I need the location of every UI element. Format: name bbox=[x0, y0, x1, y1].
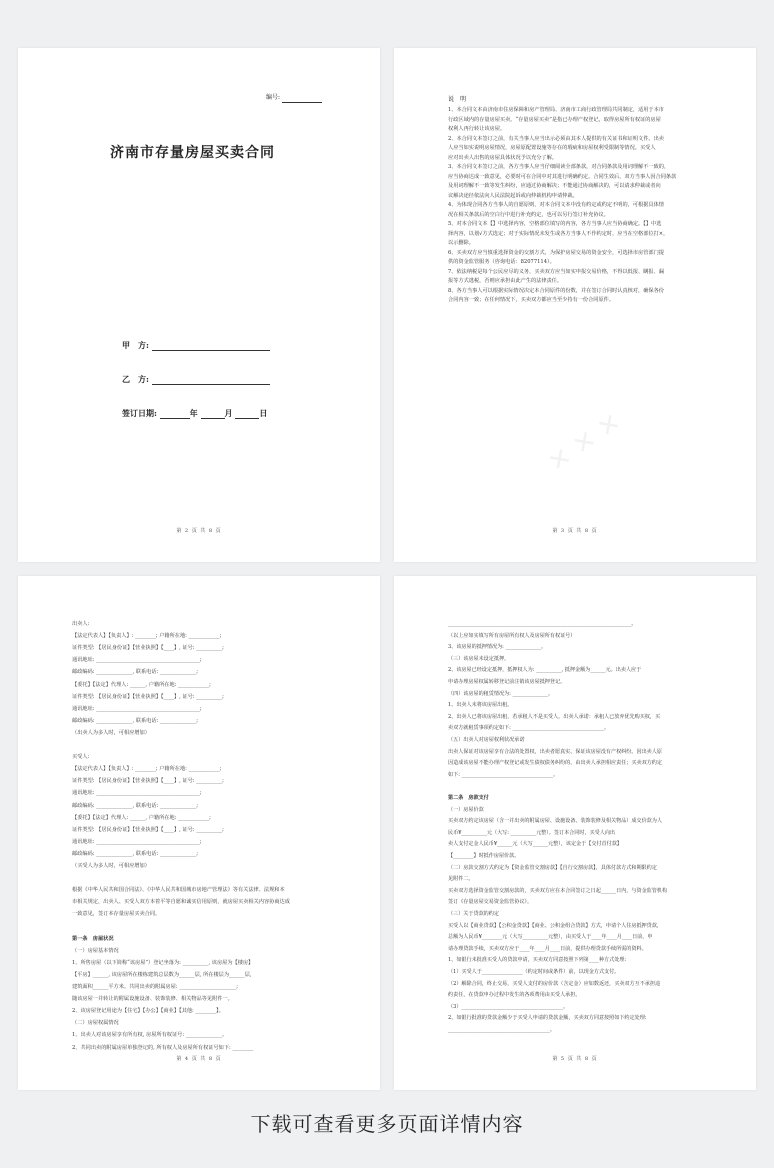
text-line: 如下: ____________________________________。 bbox=[448, 771, 559, 778]
text-line: 市相关规定，出卖人、买受人双方本着平等自愿和诚实信用原则，就房屋买卖相关内容协商达成 bbox=[72, 899, 290, 906]
page-footer: 第 3 页 共 8 页 bbox=[552, 528, 598, 534]
instructions-page bbox=[394, 48, 756, 562]
contract-cover-page bbox=[18, 48, 380, 562]
text-line: （出卖人为多人时，可相应增加） bbox=[72, 729, 150, 736]
text-line: 供的资金监管服务（咨询电话：82077114）。 bbox=[448, 259, 555, 265]
text-line: 2、如银行批准的贷款金额少于买受人申请的贷款金额，买卖双方同意按照如下约定处理: bbox=[448, 1015, 647, 1022]
text-line: 2、共同出卖的附属房屋单独登记的, 所有权人及房屋所有权证号如下: ________ bbox=[72, 1044, 254, 1051]
text-line: 应当协商达成一致意见，必要时可在合同中对其进行明确约定。合同生效后，双方当事人因合同条款 bbox=[448, 173, 677, 180]
watermark: ✕ ✕ ✕ bbox=[542, 407, 628, 479]
text-line: （一）房屋基本情况 bbox=[72, 947, 119, 954]
text-line: 签订《存量房屋交易资金监管协议》。 bbox=[448, 899, 533, 906]
text-line: 通讯地址: ________________________________________; bbox=[72, 838, 202, 845]
text-line: 【法定代表人】【负责人】: ________; 户籍所在地: ____________; bbox=[72, 766, 222, 773]
page-footer: 第 5 页 共 8 页 bbox=[552, 1056, 598, 1062]
text-line: 证件类型: 【居民身份证】【营业执照】【____】, 证号: __________; bbox=[72, 778, 224, 785]
party-b-blank bbox=[152, 374, 270, 385]
text-line: 以示删除。 bbox=[448, 240, 474, 246]
text-line: 【委托】【法定】代理人: ______, 户籍所在地: ____________; bbox=[72, 814, 211, 821]
text-line: 卖双方就租赁事项约定如下: ____________________________________。 bbox=[448, 725, 610, 732]
text-line: 民币¥__________元（大写: __________元整）。签订本合同时，买受人向出 bbox=[448, 829, 616, 836]
text-line: （以上应如实填写所有房屋所有权人及房屋所有权证号） bbox=[448, 632, 576, 639]
text-line: 【法定代表人】【负责人】: ________; 户籍所在地: ____________; bbox=[72, 633, 222, 640]
text-line: 及用词理解不一致等发生纠纷，应通过协商解决；不能通过协商解决的，可以请求仲裁或者向 bbox=[448, 183, 661, 189]
text-line: 2、该房屋已经设定抵押，抵押权人为: __________, 抵押金额为______元。出卖人应于 bbox=[448, 667, 642, 674]
instructions-heading: 说 明 bbox=[448, 96, 467, 103]
party-a-blank bbox=[152, 340, 270, 351]
text-line: 见附件二。 bbox=[448, 876, 474, 883]
text-line: 1、本合同文本由济南市住房保障和房产管理局、济南市工商行政管理局共同制定，适用于本市 bbox=[448, 107, 664, 113]
text-line: 卖人支付定金人民币¥______元（大写______元整），该定金于【交付首付款】 bbox=[448, 841, 622, 848]
text-line: 买受人以【商业贷款】【公积金贷款】【商业、公积金组合贷款】方式，申请个人住房抵押贷款， bbox=[448, 922, 662, 929]
text-line: 4、为体现合同各方当事人的自愿原则，对本合同文本中没有约定或约定不明的，可根据具体情 bbox=[448, 202, 664, 208]
text-line: 3、本合同文本签订之前，各方当事人应当仔细阅读全部条款，对合同条款及用词理解不一致的， bbox=[448, 164, 670, 170]
text-line: 【________】时抵作房屋价款。 bbox=[448, 853, 520, 859]
contract-number bbox=[266, 93, 322, 103]
text-line: 合同内容一致；在任何情况下，买卖双方都应当至少持有一份合同原件。 bbox=[448, 297, 615, 303]
page-title: 济南市存量房屋买卖合同 bbox=[110, 145, 275, 161]
text-line: 邮政编码: ______________, 联系电话: ______________; bbox=[72, 669, 198, 676]
text-line: 申请办理房屋权属转移登记前注销该房屋抵押登记。 bbox=[448, 679, 566, 685]
text-line: 【平房】______, 该房屋所在楼栋建筑总层数为______层, 所在楼层为______层, bbox=[72, 971, 252, 978]
text-line: 出卖人保证对该房屋享有合法的处置权，出卖者愿真实、保证该房屋没有产权纠纷。因出卖人原 bbox=[448, 748, 662, 755]
text-line: 通讯地址: ________________________________________; bbox=[72, 705, 202, 712]
text-line: 证件类型: 【居民身份证】【营业执照】【____】, 证号: __________; bbox=[72, 645, 224, 652]
text-line: 报等方式逃税，否则应承担由此产生的法律责任。 bbox=[448, 278, 563, 284]
text-line: （三）该房屋未设定抵押。 bbox=[448, 655, 510, 662]
text-line: 根据《中华人民共和国合同法》、《中华人民共和国城市房地产管理法》等有关法律、法规和本 bbox=[72, 887, 285, 894]
text-line: 权利人再行转让该房屋。 bbox=[448, 126, 506, 132]
text-line: 2、本合同文本签订之前，有关当事人应当出示必须由其本人提供的有关证书和证明文件。出卖 bbox=[448, 135, 664, 142]
party-b-label: 乙 方: bbox=[122, 374, 149, 384]
text-line: 择内容，以划√方式选定；对于实际情况未发生或各方当事人不作约定时，应当在空格部位打×， bbox=[448, 230, 669, 237]
text-line: ________________________________________________________________________。 bbox=[448, 621, 637, 627]
text-line: 议解决途径依法向人民法院起诉或向仲裁机构申请仲裁。 bbox=[448, 192, 578, 199]
text-line: 证件类型: 【居民身份证】【营业执照】【____】, 证号: __________; bbox=[72, 693, 224, 700]
text-line: 7、依法纳税是每个公民应尽的义务，买卖双方应当如实申报交易价格，不得以低报、瞒报、漏 bbox=[448, 268, 664, 275]
text-line: 邮政编码: ______________, 联系电话: ______________; bbox=[72, 717, 198, 724]
text-line: 随该房屋一并转让的附属设施设备、装饰装修、相关物品等见附件一。 bbox=[72, 996, 233, 1003]
text-line: 建筑面积______平方米。共同出卖的附属房屋: ______________________; bbox=[72, 984, 238, 990]
parties-page bbox=[18, 576, 380, 1090]
text-line: 约责任，在贷款申办过程中发生的各项费用由买受人承担。 bbox=[448, 992, 581, 999]
day-blank bbox=[235, 408, 259, 419]
text-line: （2）解除合同，终止交易，买受人支付的房价款（含定金）应如数返还，买卖双方互不承担违 bbox=[448, 980, 661, 987]
month-blank bbox=[201, 408, 225, 419]
party-b-row bbox=[122, 374, 270, 385]
text-line: （三）关于贷款的约定 bbox=[448, 911, 499, 917]
contract-number-blank bbox=[282, 93, 322, 103]
text-line: 8、各方当事人可以根据实际情况决定本合同原件的份数，并在签订合同时认真核对，确保各份 bbox=[448, 287, 664, 294]
text-line: 【委托】【法定】代理人: ______, 户籍所在地: ____________; bbox=[72, 681, 211, 688]
text-line: （五）出卖人对房屋权利状况承诺 bbox=[448, 737, 525, 743]
text-line: （买受人为多人时，可相应增加） bbox=[72, 863, 150, 869]
text-line: 因造成该房屋不能办理产权登记或发生债权债务纠纷的，由出卖人承担相应责任；买卖双方约定 bbox=[448, 760, 662, 767]
text-line: 1、出卖人未将该房屋出租。 bbox=[448, 702, 513, 709]
text-line: 5、对本合同文本【】中选择内容，空格部位填写的内容，各方当事人应当协商确定。【】中选 bbox=[448, 221, 662, 227]
text-line: 总额为人民币¥________元（大写__________元整），由买受人于____年____月____日前，申 bbox=[448, 934, 653, 941]
text-line: （3）________________________________________。 bbox=[448, 1003, 569, 1010]
text-line: 1、出卖人对该房屋享有所有权, 房屋所有权证号: ______________。 bbox=[72, 1032, 228, 1039]
download-more-caption[interactable]: 下载可查看更多页面详情内容 bbox=[250, 1112, 524, 1136]
text-line: 况在相关条款后的空白行中进行补充约定，也可以另行签订补充协议。 bbox=[448, 211, 609, 218]
text-line: ________________________________________。 bbox=[448, 1027, 555, 1033]
party-a-label: 甲 方: bbox=[122, 340, 149, 350]
text-line: 买卖双方选择资金监管交割房款的，买卖双方应在本合同签订之日起______日内，与资金监管机构 bbox=[448, 887, 668, 894]
text-line: 出卖人: bbox=[72, 621, 90, 627]
text-line: 买受人: bbox=[72, 754, 90, 761]
page-footer: 第 2 页 共 8 页 bbox=[176, 528, 222, 534]
text-line: （1）买受人于________________（约定时间或条件）前，以现金方式支付。 bbox=[448, 969, 620, 975]
party-a-row bbox=[122, 340, 270, 351]
text-line: 1、所售房屋（以下简称“该房屋”）登记坐落为: __________, 该房屋为【楼房】 bbox=[72, 959, 254, 966]
text-line: 一致意见，签订本存量房屋买卖合同。 bbox=[72, 911, 161, 918]
text-line: 1、如银行未批准买受人的贷款申请，买卖双方同意按照下列第____种方式处理: bbox=[448, 957, 627, 964]
payment-page bbox=[394, 576, 756, 1090]
day-label: 日 bbox=[259, 408, 268, 418]
text-line: 2、出卖人已将该房屋出租，若承租人不是买受人，出卖人承诺：承租人已放弃优先购买权，买 bbox=[448, 713, 661, 720]
sign-date-label: 签订日期: bbox=[122, 408, 157, 418]
text-line: 邮政编码: ______________, 联系电话: ______________; bbox=[72, 850, 198, 857]
month-label: 月 bbox=[224, 408, 233, 418]
text-line: 人应当如实说明房屋情况，房屋原配置设施等存在的瑕疵和房屋权利受限制等情况。买受人 bbox=[448, 145, 656, 151]
page-footer: 第 4 页 共 8 页 bbox=[176, 1056, 222, 1062]
article-heading: 第二条 房款支付 bbox=[448, 795, 489, 801]
text-line: 请办理贷款手续，买卖双方应于____年____月____日前，提供办理贷款手续所需的资料。 bbox=[448, 945, 647, 952]
text-line: （二）房屋权属情况 bbox=[72, 1020, 119, 1027]
text-line: 2、该房屋登记用途为【住宅】【办公】【商业】【其他: ________】。 bbox=[72, 1008, 224, 1015]
text-line: 通讯地址: ________________________________________; bbox=[72, 657, 202, 664]
text-line: 邮政编码: ______________, 联系电话: ______________; bbox=[72, 802, 198, 809]
text-line: 买卖双方约定该房屋（含一并出卖的附属房屋、设施设备、装饰装修及相关物品）成交价款为人 bbox=[448, 818, 662, 825]
text-line: （四）该房屋的租赁情况为: ______________。 bbox=[448, 690, 554, 697]
text-line: （二）房款交割方式约定为【资金监管交割房款】【自行交割房款】，具体付款方式和期限约定 bbox=[448, 864, 657, 871]
year-label: 年 bbox=[189, 408, 198, 418]
contract-number-label: 编号: bbox=[266, 94, 281, 101]
sign-date-row bbox=[122, 408, 267, 419]
text-line: 证件类型: 【居民身份证】【营业执照】【____】, 证号: __________; bbox=[72, 826, 224, 833]
article-heading: 第一条 房屋状况 bbox=[72, 935, 114, 942]
year-blank bbox=[160, 408, 190, 419]
text-line: 应对出卖人出售的房屋具体状况予以充分了解。 bbox=[448, 154, 557, 161]
text-line: 3、该房屋的抵押情况为: ______________。 bbox=[448, 644, 547, 651]
text-line: 通讯地址: ________________________________________; bbox=[72, 790, 202, 797]
text-line: 行政区域内的存量房屋买卖。“存量房屋买卖”是指已办理产权登记，取得房屋所有权证的房屋 bbox=[448, 116, 661, 123]
text-line: （一）房屋价款 bbox=[448, 806, 484, 813]
text-line: 6、买卖双方应当慎重选择资金的交割方式，为保护房屋交易的资金安全，可选择市房管部门提 bbox=[448, 249, 664, 256]
